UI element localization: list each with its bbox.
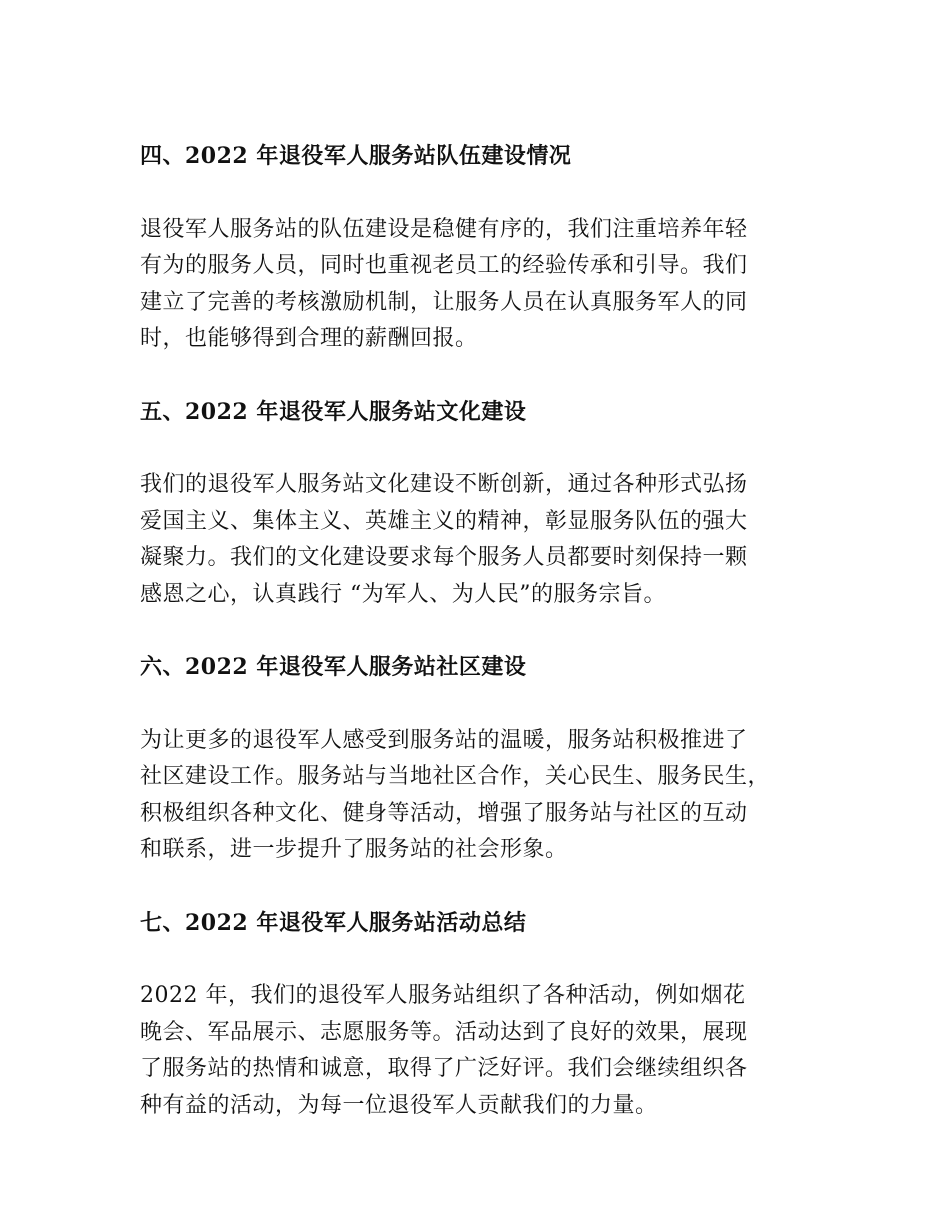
section-heading-5: 五、2022 年退役军人服务站文化建设 [140,398,527,425]
paragraph-line: 了服务站的热情和诚意，取得了广泛好评。我们会继续组织各 [140,1056,748,1081]
section-paragraph-6 [140,723,830,869]
paragraph-line: 爱国主义、集体主义、英雄主义的精神，彰显服务队伍的强大 [140,508,748,534]
paragraph-line: 晚会、军品展示、志愿服务等。活动达到了良好的效果，展现 [140,1019,748,1045]
paragraph-line: 建立了完善的考核激励机制，让服务人员在认真服务军人的同 [140,289,748,315]
paragraph-line: 和联系，进一步提升了服务站的社会形象。 [140,837,568,862]
paragraph-line: 时，也能够得到合理的薪酬回报。 [140,326,478,351]
paragraph-line: 社区建设工作。服务站与当地社区合作，关心民生、服务民生， [140,764,771,789]
paragraph-line: 2022 年，我们的退役军人服务站组织了各种活动，例如烟花 [140,983,746,1008]
section-paragraph-5 [140,467,830,613]
document-page [140,138,830,1160]
section-paragraph-4 [140,212,830,358]
section-heading-4: 四、2022 年退役军人服务站队伍建设情况 [140,143,572,169]
paragraph-line: 我们的退役军人服务站文化建设不断创新，通过各种形式弘扬 [140,472,748,497]
section-paragraph-7 [140,978,830,1124]
paragraph-line: 感恩之心，认真践行 “为军人、为人民”的服务宗旨。 [140,581,666,607]
paragraph-line: 为让更多的退役军人感受到服务站的温暖，服务站积极推进了 [140,727,748,753]
paragraph-line: 积极组织各种文化、健身等活动，增强了服务站与社区的互动 [140,800,748,826]
paragraph-line: 有为的服务人员，同时也重视老员工的经验传承和引导。我们 [140,253,748,278]
paragraph-line: 种有益的活动，为每一位退役军人贡献我们的力量。 [140,1092,658,1118]
section-heading-6: 六、2022 年退役军人服务站社区建设 [140,654,527,680]
paragraph-line: 退役军人服务站的队伍建设是稳健有序的，我们注重培养年轻 [140,216,748,242]
section-heading-7: 七、2022 年退役军人服务站活动总结 [140,909,527,936]
paragraph-line: 凝聚力。我们的文化建设要求每个服务人员都要时刻保持一颗 [140,545,748,570]
